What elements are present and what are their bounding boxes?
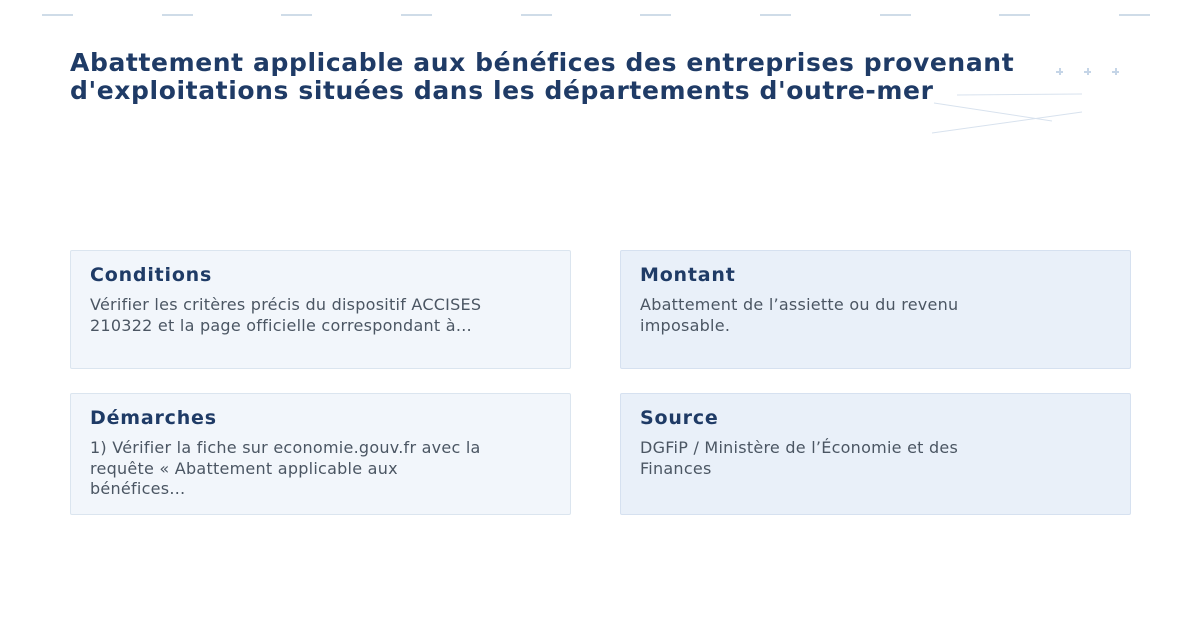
cards-grid (70, 250, 1131, 515)
deco-lines (920, 85, 1095, 140)
card-body-line: bénéfices… (90, 479, 186, 498)
top-dash (640, 14, 671, 16)
card-heading: Démarches (90, 407, 217, 429)
page-title-line-1: Abattement applicable aux bénéfices des entreprises provenant (70, 48, 1015, 77)
top-dash (880, 14, 911, 16)
top-dash (760, 14, 791, 16)
card-heading: Source (640, 407, 719, 429)
top-dash (999, 14, 1030, 16)
top-dash (521, 14, 552, 16)
card-body-line: Finances (640, 458, 712, 478)
card-source (620, 393, 1131, 515)
page-title-line-2: d'exploitations situées dans les départements d'outre-mer (70, 76, 934, 105)
top-dash (42, 14, 73, 16)
card-body-line: Vérifier les critères précis du dispositif ACCISES (90, 295, 482, 314)
card-body-line: 1) Vérifier la fiche sur economie.gouv.fr avec la (90, 438, 481, 457)
top-dash-row (42, 14, 1150, 16)
page-title (70, 49, 1014, 105)
card-heading: Conditions (90, 264, 213, 286)
card-body-line: Abattement de l’assiette ou du revenu (640, 295, 959, 314)
card-body-line: requête « Abattement applicable aux (90, 458, 398, 478)
card-heading: Montant (640, 264, 736, 286)
card-body-line: imposable. (640, 315, 731, 335)
card-body-line: DGFiP / Ministère de l’Économie et des (640, 438, 959, 457)
top-dash (1119, 14, 1150, 16)
top-dash (281, 14, 312, 16)
sparkle-icon (1056, 68, 1063, 75)
sparkle-icon (1112, 68, 1119, 75)
top-dash (401, 14, 432, 16)
sparkle-icon (1084, 68, 1091, 75)
card-demarches (70, 393, 571, 515)
card-conditions (70, 250, 571, 369)
card-montant (620, 250, 1131, 369)
top-dash (162, 14, 193, 16)
card-body-line: 210322 et la page officielle correspondant à… (90, 315, 473, 335)
